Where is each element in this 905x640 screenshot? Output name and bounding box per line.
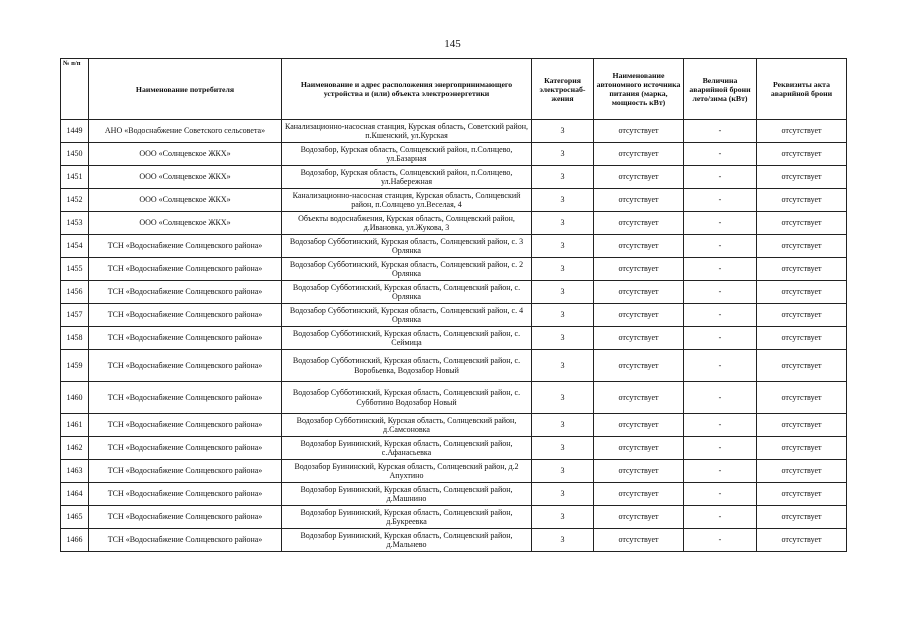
cell-requisites: отсутствует [757,189,847,212]
cell-category: 3 [532,281,594,304]
cell-requisites: отсутствует [757,414,847,437]
cell-category: 3 [532,350,594,382]
cell-reserve: - [684,382,757,414]
cell-requisites: отсутствует [757,483,847,506]
table-row [61,483,847,506]
cell-address: Водозабор Субботинский, Курская область, Солнцевский район, с. 3 Орлянка [282,235,532,258]
cell-address: Водозабор Субботинский, Курская область, Солнцевский район, с. 2 Орлянка [282,258,532,281]
reserve-table [60,58,847,552]
cell-category: 3 [532,483,594,506]
cell-num: 1458 [61,327,89,350]
cell-consumer: АНО «Водоснабжение Советского сельсовета» [89,120,282,143]
cell-reserve: - [684,212,757,235]
cell-source: отсутствует [594,506,684,529]
cell-num: 1460 [61,382,89,414]
cell-address: Водозабор Субботинский, Курская область, Солнцевский район, с. 4 Орлянка [282,304,532,327]
header-address: Наименование и адрес расположения энергопринимающего устройства и (или) объекта электроэнергетики [282,59,532,120]
cell-category: 3 [532,212,594,235]
cell-address: Водозабор Буининский, Курская область, Солнцевский район, с.Афанасьевка [282,437,532,460]
cell-num: 1462 [61,437,89,460]
cell-consumer: ТСН «Водоснабжение Солнцевского района» [89,327,282,350]
cell-address: Водозабор Буининский, Курская область, Солнцевский район, д.Мальнево [282,529,532,552]
cell-requisites: отсутствует [757,143,847,166]
cell-category: 3 [532,166,594,189]
header-category: Категория электроснаб-жения [532,59,594,120]
cell-requisites: отсутствует [757,166,847,189]
cell-reserve: - [684,143,757,166]
table-row [61,166,847,189]
cell-category: 3 [532,529,594,552]
cell-requisites: отсутствует [757,120,847,143]
page-number: 145 [444,38,461,50]
table-row [61,189,847,212]
cell-category: 3 [532,120,594,143]
cell-consumer: ТСН «Водоснабжение Солнцевского района» [89,529,282,552]
cell-address: Водозабор, Курская область, Солнцевский район, п.Солнцево, ул.Базарная [282,143,532,166]
table-row [61,327,847,350]
header-reserve: Величина аварийной брони лето/зима (кВт) [684,59,757,120]
cell-category: 3 [532,327,594,350]
cell-requisites: отсутствует [757,460,847,483]
cell-category: 3 [532,189,594,212]
cell-requisites: отсутствует [757,350,847,382]
cell-requisites: отсутствует [757,304,847,327]
cell-consumer: ТСН «Водоснабжение Солнцевского района» [89,506,282,529]
table-row [61,212,847,235]
table-row [61,304,847,327]
table-row [61,120,847,143]
cell-num: 1455 [61,258,89,281]
cell-consumer: ТСН «Водоснабжение Солнцевского района» [89,258,282,281]
cell-source: отсутствует [594,212,684,235]
cell-consumer: ООО «Солнцевское ЖКХ» [89,143,282,166]
cell-consumer: ТСН «Водоснабжение Солнцевского района» [89,382,282,414]
table-row [61,281,847,304]
cell-num: 1454 [61,235,89,258]
cell-requisites: отсутствует [757,506,847,529]
cell-reserve: - [684,235,757,258]
cell-requisites: отсутствует [757,382,847,414]
cell-consumer: ООО «Солнцевское ЖКХ» [89,212,282,235]
cell-reserve: - [684,350,757,382]
cell-category: 3 [532,460,594,483]
table-row [61,437,847,460]
cell-reserve: - [684,414,757,437]
cell-reserve: - [684,189,757,212]
cell-reserve: - [684,506,757,529]
cell-category: 3 [532,235,594,258]
cell-category: 3 [532,506,594,529]
header-source: Наименование автономного источника питания (марка, мощность кВт) [594,59,684,120]
cell-category: 3 [532,414,594,437]
cell-requisites: отсутствует [757,437,847,460]
cell-num: 1451 [61,166,89,189]
cell-source: отсутствует [594,437,684,460]
cell-source: отсутствует [594,235,684,258]
cell-reserve: - [684,166,757,189]
cell-num: 1449 [61,120,89,143]
cell-reserve: - [684,120,757,143]
cell-address: Канализационно-насосная станция, Курская область, Солнцевский район, п.Солнцево ул.Веселая, 4 [282,189,532,212]
header-num: № п/п [61,59,89,120]
cell-reserve: - [684,483,757,506]
cell-requisites: отсутствует [757,281,847,304]
table-body [61,120,847,552]
cell-consumer: ТСН «Водоснабжение Солнцевского района» [89,437,282,460]
cell-requisites: отсутствует [757,529,847,552]
cell-reserve: - [684,281,757,304]
cell-num: 1457 [61,304,89,327]
table-row [61,143,847,166]
cell-category: 3 [532,437,594,460]
cell-consumer: ТСН «Водоснабжение Солнцевского района» [89,350,282,382]
cell-address: Водозабор Субботинский, Курская область, Солнцевский район, д.Самсоновка [282,414,532,437]
cell-address: Водозабор Буининский, Курская область, Солнцевский район, д.2 Апухтино [282,460,532,483]
cell-address: Водозабор Субботинский, Курская область, Солнцевский район, с. Субботино Водозабор Новый [282,382,532,414]
cell-consumer: ТСН «Водоснабжение Солнцевского района» [89,483,282,506]
cell-source: отсутствует [594,281,684,304]
cell-consumer: ТСН «Водоснабжение Солнцевского района» [89,460,282,483]
header-consumer: Наименование потребителя [89,59,282,120]
table-row [61,460,847,483]
cell-reserve: - [684,258,757,281]
cell-category: 3 [532,258,594,281]
header-requisites: Реквизиты акта аварийной брони [757,59,847,120]
cell-requisites: отсутствует [757,212,847,235]
cell-address: Водозабор Субботинский, Курская область, Солнцевский район, с. Сеймица [282,327,532,350]
table-row [61,382,847,414]
cell-source: отсутствует [594,483,684,506]
cell-num: 1466 [61,529,89,552]
cell-source: отсутствует [594,414,684,437]
cell-category: 3 [532,143,594,166]
cell-source: отсутствует [594,529,684,552]
cell-address: Канализационно-насосная станция, Курская область, Советский район, п.Кшенский, ул.Курская [282,120,532,143]
cell-source: отсутствует [594,304,684,327]
cell-address: Водозабор Буининский, Курская область, Солнцевский район, д.Машнино [282,483,532,506]
table-header-row [61,59,847,120]
cell-source: отсутствует [594,120,684,143]
cell-reserve: - [684,327,757,350]
cell-address: Водозабор Субботинский, Курская область, Солнцевский район, с. Орлянка [282,281,532,304]
cell-address: Объекты водоснабжения, Курская область, Солнцевский район, д.Ивановка, ул.Жукова, 3 [282,212,532,235]
cell-reserve: - [684,529,757,552]
cell-source: отсутствует [594,460,684,483]
cell-address: Водозабор, Курская область, Солнцевский район, п.Солнцево, ул.Набережная [282,166,532,189]
cell-requisites: отсутствует [757,235,847,258]
cell-source: отсутствует [594,258,684,281]
cell-num: 1465 [61,506,89,529]
cell-consumer: ТСН «Водоснабжение Солнцевского района» [89,281,282,304]
cell-reserve: - [684,304,757,327]
cell-consumer: ТСН «Водоснабжение Солнцевского района» [89,414,282,437]
table-row [61,350,847,382]
cell-num: 1452 [61,189,89,212]
table-row [61,506,847,529]
cell-num: 1456 [61,281,89,304]
cell-num: 1464 [61,483,89,506]
cell-source: отсутствует [594,189,684,212]
cell-source: отсутствует [594,327,684,350]
cell-source: отсутствует [594,166,684,189]
cell-reserve: - [684,437,757,460]
cell-source: отсутствует [594,350,684,382]
cell-consumer: ООО «Солнцевское ЖКХ» [89,166,282,189]
cell-source: отсутствует [594,382,684,414]
cell-address: Водозабор Буининский, Курская область, Солнцевский район, д.Букреевка [282,506,532,529]
cell-requisites: отсутствует [757,258,847,281]
cell-consumer: ТСН «Водоснабжение Солнцевского района» [89,304,282,327]
cell-consumer: ООО «Солнцевское ЖКХ» [89,189,282,212]
cell-requisites: отсутствует [757,327,847,350]
cell-num: 1461 [61,414,89,437]
cell-num: 1453 [61,212,89,235]
table-row [61,529,847,552]
table-row [61,258,847,281]
cell-category: 3 [532,304,594,327]
cell-num: 1463 [61,460,89,483]
table-row [61,414,847,437]
cell-category: 3 [532,382,594,414]
cell-consumer: ТСН «Водоснабжение Солнцевского района» [89,235,282,258]
cell-num: 1450 [61,143,89,166]
table-row [61,235,847,258]
cell-num: 1459 [61,350,89,382]
cell-reserve: - [684,460,757,483]
cell-source: отсутствует [594,143,684,166]
cell-address: Водозабор Субботинский, Курская область, Солнцевский район, с. Воробьевка, Водозабор Новый [282,350,532,382]
